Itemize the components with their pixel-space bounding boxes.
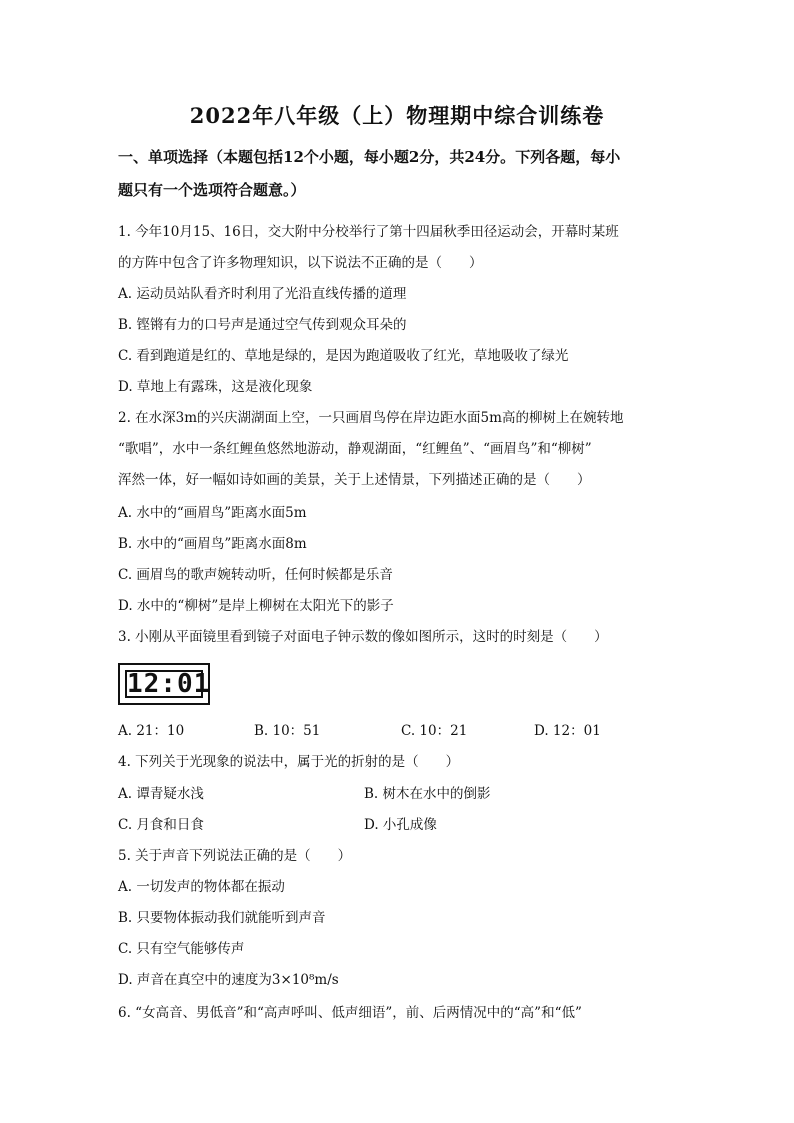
- q2-option-d: D. 水中的“柳树”是岸上柳树在太阳光下的影子: [118, 598, 394, 614]
- clock-display: 12:01: [127, 669, 211, 699]
- q4-option-d: D. 小孔成像: [364, 817, 437, 833]
- q3-stem: 3. 小刚从平面镜里看到镜子对面电子钟示数的像如图所示，这时的时刻是（ ）: [118, 629, 608, 645]
- q4-option-a: A. 谭青疑水浅: [118, 786, 204, 802]
- q1-stem-line-2: 的方阵中包含了许多物理知识，以下说法不正确的是（ ）: [118, 255, 483, 271]
- section-heading-line-1: 一、单项选择（本题包括12个小题，每小题2分，共24分。下列各题，每小: [118, 148, 621, 166]
- section-heading-line-2: 题只有一个选项符合题意。）: [118, 181, 306, 199]
- q4-option-b: B. 树木在水中的倒影: [364, 786, 491, 802]
- q5-option-c: C. 只有空气能够传声: [118, 941, 245, 957]
- q5-option-a: A. 一切发声的物体都在振动: [118, 879, 285, 895]
- q6-stem: 6. “女高音、男低音”和“高声呼叫、低声细语”，前、后两情况中的“高”和“低”: [118, 1005, 582, 1021]
- q2-option-b: B. 水中的“画眉鸟”距离水面8m: [118, 536, 307, 552]
- q1-stem-line-1: 1. 今年10月15、16日，交大附中分校举行了第十四届秋季田径运动会，开幕时某班: [118, 224, 619, 240]
- q2-stem-line-3: 浑然一体，好一幅如诗如画的美景，关于上述情景，下列描述正确的是（ ）: [118, 472, 591, 488]
- q4-options-row-2: [118, 815, 678, 835]
- q4-options-row-1: [118, 784, 678, 804]
- q4-option-c: C. 月食和日食: [118, 817, 204, 833]
- q5-option-b: B. 只要物体振动我们就能听到声音: [118, 910, 326, 926]
- q1-option-b: B. 铿锵有力的口号声是通过空气传到观众耳朵的: [118, 317, 407, 333]
- digital-clock-figure: [118, 663, 210, 705]
- page-title: 2022年八年级（上）物理期中综合训练卷: [189, 103, 605, 128]
- q1-option-a: A. 运动员站队看齐时利用了光沿直线传播的道理: [118, 286, 407, 302]
- q3-option-c: C. 10：21: [401, 723, 468, 739]
- q3-option-b: B. 10：51: [254, 723, 321, 739]
- q1-option-d: D. 草地上有露珠，这是液化现象: [118, 379, 313, 395]
- q3-options: [118, 721, 678, 741]
- q2-option-c: C. 画眉鸟的歌声婉转动听，任何时候都是乐音: [118, 567, 393, 583]
- q5-stem: 5. 关于声音下列说法正确的是（ ）: [118, 848, 352, 864]
- q3-option-a: A. 21：10: [118, 723, 185, 739]
- q2-option-a: A. 水中的“画眉鸟”距离水面5m: [118, 505, 307, 521]
- q2-stem-line-1: 2. 在水深3m的兴庆湖湖面上空，一只画眉鸟停在岸边距水面5m高的柳树上在婉转地: [118, 410, 624, 426]
- q2-stem-line-2: “歌唱”，水中一条红鲤鱼悠然地游动，静观湖面，“红鲤鱼”、“画眉鸟”和“柳树”: [118, 441, 592, 457]
- q5-option-d: D. 声音在真空中的速度为3×10⁸m/s: [118, 972, 339, 988]
- q3-option-d: D. 12：01: [534, 723, 601, 739]
- q4-stem: 4. 下列关于光现象的说法中，属于光的折射的是（ ）: [118, 754, 460, 770]
- q1-option-c: C. 看到跑道是红的、草地是绿的，是因为跑道吸收了红光，草地吸收了绿光: [118, 348, 569, 364]
